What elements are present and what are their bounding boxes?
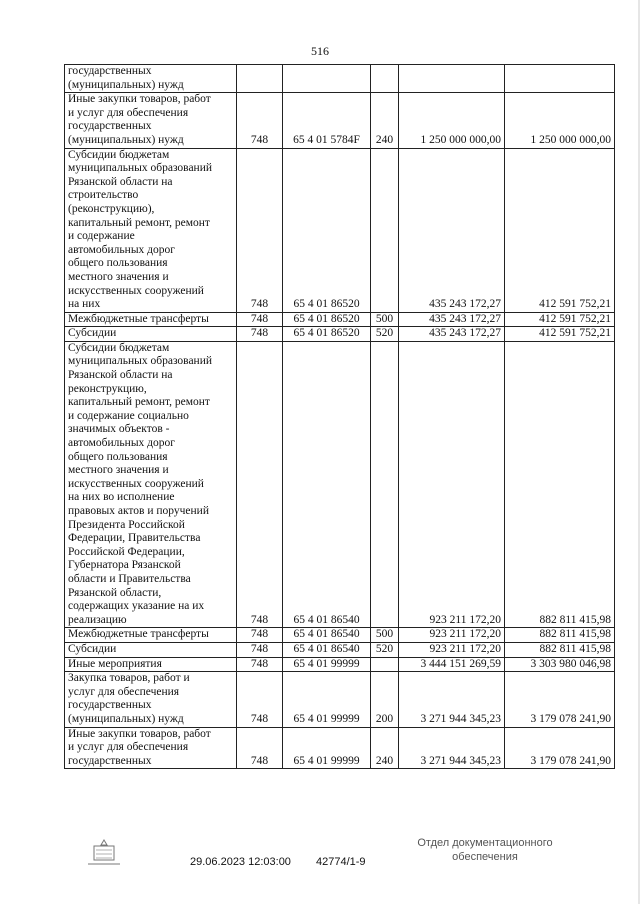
table-row bbox=[65, 327, 615, 342]
cell-code: 65 4 01 99999 bbox=[283, 727, 371, 769]
cell-code: 65 4 01 86520 bbox=[283, 148, 371, 312]
cell-code: 65 4 01 86540 bbox=[283, 628, 371, 643]
cell-v2: 3 179 078 241,90 bbox=[505, 672, 615, 727]
budget-table bbox=[64, 64, 615, 769]
cell-code: 65 4 01 86520 bbox=[283, 327, 371, 342]
cell-v1 bbox=[399, 65, 505, 93]
cell-v2: 882 811 415,98 bbox=[505, 341, 615, 627]
table-row bbox=[65, 628, 615, 643]
cell-v1: 3 271 944 345,23 bbox=[399, 672, 505, 727]
table-row bbox=[65, 642, 615, 657]
cell-v2: 882 811 415,98 bbox=[505, 642, 615, 657]
cell-v1: 923 211 172,20 bbox=[399, 642, 505, 657]
cell-v1: 923 211 172,20 bbox=[399, 628, 505, 643]
table-row bbox=[65, 341, 615, 627]
cell-v2: 1 250 000 000,00 bbox=[505, 93, 615, 148]
cell-v1: 3 271 944 345,23 bbox=[399, 727, 505, 769]
cell-name: Субсидии бюджетам муниципальных образований Рязанской области на реконструкцию, капитальный ремонт, ремонт и содержание социально значимых объектов - автомобильных дорог общего пользования местного значения и искусственных сооружений на них во исполнение правовых актов и поручений Президента Российской Федерации, Правительства Российской Федерации, Губернатора Рязанской области и Правительства Рязанской области, содержащих указание на их реализацию bbox=[65, 341, 237, 627]
table-row bbox=[65, 312, 615, 327]
cell-name: Межбюджетные трансферты bbox=[65, 312, 237, 327]
table-row bbox=[65, 65, 615, 93]
cell-v2: 412 591 752,21 bbox=[505, 312, 615, 327]
cell-name: Иные мероприятия bbox=[65, 657, 237, 672]
cell-grp: 748 bbox=[237, 312, 283, 327]
footer-department-stamp bbox=[400, 836, 570, 864]
cell-v2: 412 591 752,21 bbox=[505, 148, 615, 312]
cell-vr bbox=[371, 148, 399, 312]
cell-code: 65 4 01 86540 bbox=[283, 341, 371, 627]
cell-v1: 3 444 151 269,59 bbox=[399, 657, 505, 672]
cell-code: 65 4 01 5784F bbox=[283, 93, 371, 148]
table-row bbox=[65, 727, 615, 769]
cell-code: 65 4 01 86540 bbox=[283, 642, 371, 657]
cell-vr: 500 bbox=[371, 628, 399, 643]
cell-v1: 435 243 172,27 bbox=[399, 312, 505, 327]
cell-grp: 748 bbox=[237, 327, 283, 342]
cell-name: Субсидии бюджетам муниципальных образований Рязанской области на строительство (реконструкцию), капитальный ремонт, ремонт и содержание автомобильных дорог общего пользования местного значения и искусственных сооружений на них bbox=[65, 148, 237, 312]
table-row bbox=[65, 93, 615, 148]
table-body bbox=[65, 65, 615, 769]
cell-vr: 520 bbox=[371, 642, 399, 657]
dept-line-1: Отдел документационного bbox=[417, 837, 553, 849]
page-number: 516 bbox=[311, 44, 329, 58]
cell-name: государственных (муниципальных) нужд bbox=[65, 65, 237, 93]
cell-code bbox=[283, 65, 371, 93]
cell-code: 65 4 01 99999 bbox=[283, 657, 371, 672]
table-row bbox=[65, 657, 615, 672]
cell-grp bbox=[237, 65, 283, 93]
cell-vr: 500 bbox=[371, 312, 399, 327]
cell-grp: 748 bbox=[237, 727, 283, 769]
seal-icon bbox=[84, 838, 124, 868]
cell-vr: 520 bbox=[371, 327, 399, 342]
cell-name: Межбюджетные трансферты bbox=[65, 628, 237, 643]
cell-grp: 748 bbox=[237, 148, 283, 312]
cell-grp: 748 bbox=[237, 341, 283, 627]
cell-vr bbox=[371, 341, 399, 627]
cell-name: Иные закупки товаров, работ и услуг для обеспечения государственных bbox=[65, 727, 237, 769]
cell-grp: 748 bbox=[237, 93, 283, 148]
cell-code: 65 4 01 86520 bbox=[283, 312, 371, 327]
cell-v2: 412 591 752,21 bbox=[505, 327, 615, 342]
cell-v1: 923 211 172,20 bbox=[399, 341, 505, 627]
table-row bbox=[65, 672, 615, 727]
cell-v1: 435 243 172,27 bbox=[399, 327, 505, 342]
cell-grp: 748 bbox=[237, 642, 283, 657]
footer-doc-number: 42774/1-9 bbox=[316, 856, 366, 868]
dept-line-2: обеспечения bbox=[452, 851, 518, 863]
table-row bbox=[65, 148, 615, 312]
cell-v2: 3 303 980 046,98 bbox=[505, 657, 615, 672]
cell-name: Иные закупки товаров, работ и услуг для обеспечения государственных (муниципальных) нужд bbox=[65, 93, 237, 148]
cell-vr bbox=[371, 657, 399, 672]
cell-vr: 240 bbox=[371, 727, 399, 769]
cell-vr bbox=[371, 65, 399, 93]
cell-vr: 240 bbox=[371, 93, 399, 148]
cell-name: Закупка товаров, работ и услуг для обеспечения государственных (муниципальных) нужд bbox=[65, 672, 237, 727]
cell-vr: 200 bbox=[371, 672, 399, 727]
cell-grp: 748 bbox=[237, 672, 283, 727]
cell-name: Субсидии bbox=[65, 642, 237, 657]
cell-code: 65 4 01 99999 bbox=[283, 672, 371, 727]
cell-grp: 748 bbox=[237, 657, 283, 672]
cell-grp: 748 bbox=[237, 628, 283, 643]
cell-v1: 435 243 172,27 bbox=[399, 148, 505, 312]
footer-datetime: 29.06.2023 12:03:00 bbox=[190, 856, 291, 868]
cell-v2: 882 811 415,98 bbox=[505, 628, 615, 643]
cell-v2: 3 179 078 241,90 bbox=[505, 727, 615, 769]
cell-v2 bbox=[505, 65, 615, 93]
cell-name: Субсидии bbox=[65, 327, 237, 342]
cell-v1: 1 250 000 000,00 bbox=[399, 93, 505, 148]
